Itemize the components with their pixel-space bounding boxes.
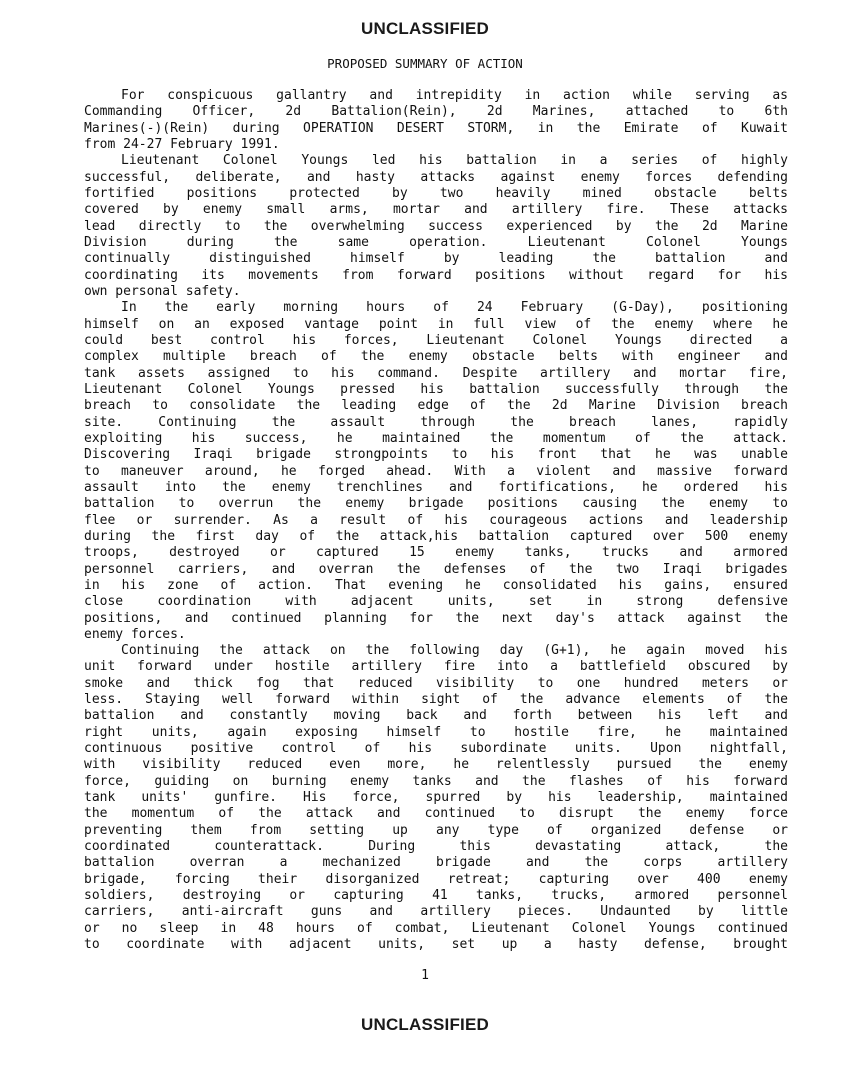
body-line: site. Continuing the assault through the breach lanes, rapidly [84,414,788,430]
body-line: preventing them from setting up any type of organized defense or [84,822,788,838]
body-line: brigade, forcing their disorganized retreat; capturing over 400 enemy [84,871,788,887]
body-line: Discovering Iraqi brigade strongpoints to his front that he was unable [84,447,788,463]
body-line: Commanding Officer, 2d Battalion(Rein), 2d Marines, attached to 6th [84,104,788,120]
body-line: with visibility reduced even more, he relentlessly pursued the enemy [84,757,788,773]
body-line: the momentum of the attack and continued to disrupt the enemy force [84,806,788,822]
body-line: continually distinguished himself by leading the battalion and [84,251,788,267]
body-line: unit forward under hostile artillery fire into a battlefield obscured by [84,659,788,675]
body-line: during the first day of the attack,his battalion captured over 500 enemy [84,528,788,544]
body-line: close coordination with adjacent units, set in strong defensive [84,594,788,610]
body-line: carriers, anti-aircraft guns and artillery pieces. Undaunted by little [84,904,788,920]
body-line: continuous positive control of his subordinate units. Upon nightfall, [84,741,788,757]
body-line: to maneuver around, he forged ahead. With a violent and massive forward [84,463,788,479]
document-title: PROPOSED SUMMARY OF ACTION [327,56,523,71]
summary-body [84,88,788,953]
body-line: coordinated counterattack. During this devastating attack, the [84,839,788,855]
body-line: battalion overran a mechanized brigade and the corps artillery [84,855,788,871]
body-line: or no sleep in 48 hours of combat, Lieutenant Colonel Youngs continued [84,920,788,936]
body-line: positions, and continued planning for the next day's attack against the [84,610,788,626]
body-line: soldiers, destroying or capturing 41 tanks, trucks, armored personnel [84,888,788,904]
body-line: right units, again exposing himself to hostile fire, he maintained [84,724,788,740]
body-line: himself on an exposed vantage point in full view of the enemy where he [84,316,788,332]
body-line: from 24-27 February 1991. [84,136,280,152]
body-line: force, guiding on burning enemy tanks and the flashes of his forward [84,773,788,789]
body-line: to coordinate with adjacent units, set up a hasty defense, brought [84,937,788,953]
body-line: enemy forces. [84,626,186,642]
classification-header: UNCLASSIFIED [360,19,490,38]
body-line: Division during the same operation. Lieutenant Colonel Youngs [84,234,788,250]
body-line: personnel carriers, and overran the defenses of the two Iraqi brigades [84,561,788,577]
body-line: Marines(-)(Rein) during OPERATION DESERT STORM, in the Emirate of Kuwait [84,120,788,136]
body-line: exploiting his success, he maintained the momentum of the attack. [84,430,788,446]
body-line: Lieutenant Colonel Youngs pressed his battalion successfully through the [84,381,788,397]
body-line: tank assets assigned to his command. Despite artillery and mortar fire, [84,365,788,381]
body-line: Lieutenant Colonel Youngs led his battalion in a series of highly [121,153,788,169]
body-line: battalion to overrun the enemy brigade positions causing the enemy to [84,496,788,512]
body-line: battalion and constantly moving back and forth between his left and [84,708,788,724]
body-line: troops, destroyed or captured 15 enemy tanks, trucks and armored [84,545,788,561]
body-line: flee or surrender. As a result of his courageous actions and leadership [84,512,788,528]
body-line: lead directly to the overwhelming success experienced by the 2d Marine [84,218,788,234]
body-line: in his zone of action. That evening he consolidated his gains, ensured [84,577,788,593]
body-line: fortified positions protected by two heavily mined obstacle belts [84,185,788,201]
body-line: less. Staying well forward within sight of the advance elements of the [84,692,788,708]
body-line: smoke and thick fog that reduced visibility to one hundred meters or [84,675,788,691]
body-line: breach to consolidate the leading edge of the 2d Marine Division breach [84,398,788,414]
body-line: Continuing the attack on the following day (G+1), he again moved his [121,643,788,659]
body-line: coordinating its movements from forward positions without regard for his [84,267,788,283]
classification-footer: UNCLASSIFIED [360,1015,490,1034]
body-line: successful, deliberate, and hasty attacks against enemy forces defending [84,169,788,185]
body-line: own personal safety. [84,283,241,299]
body-line: could best control his forces, Lieutenant Colonel Youngs directed a [84,332,788,348]
page-number: 1 [421,968,429,983]
body-line: tank units' gunfire. His force, spurred by his leadership, maintained [84,790,788,806]
body-line: covered by enemy small arms, mortar and artillery fire. These attacks [84,202,788,218]
body-line: assault into the enemy trenchlines and fortifications, he ordered his [84,479,788,495]
body-line: In the early morning hours of 24 February (G-Day), positioning [121,300,788,316]
body-line: complex multiple breach of the enemy obstacle belts with engineer and [84,349,788,365]
body-line: For conspicuous gallantry and intrepidity in action while serving as [121,88,788,103]
